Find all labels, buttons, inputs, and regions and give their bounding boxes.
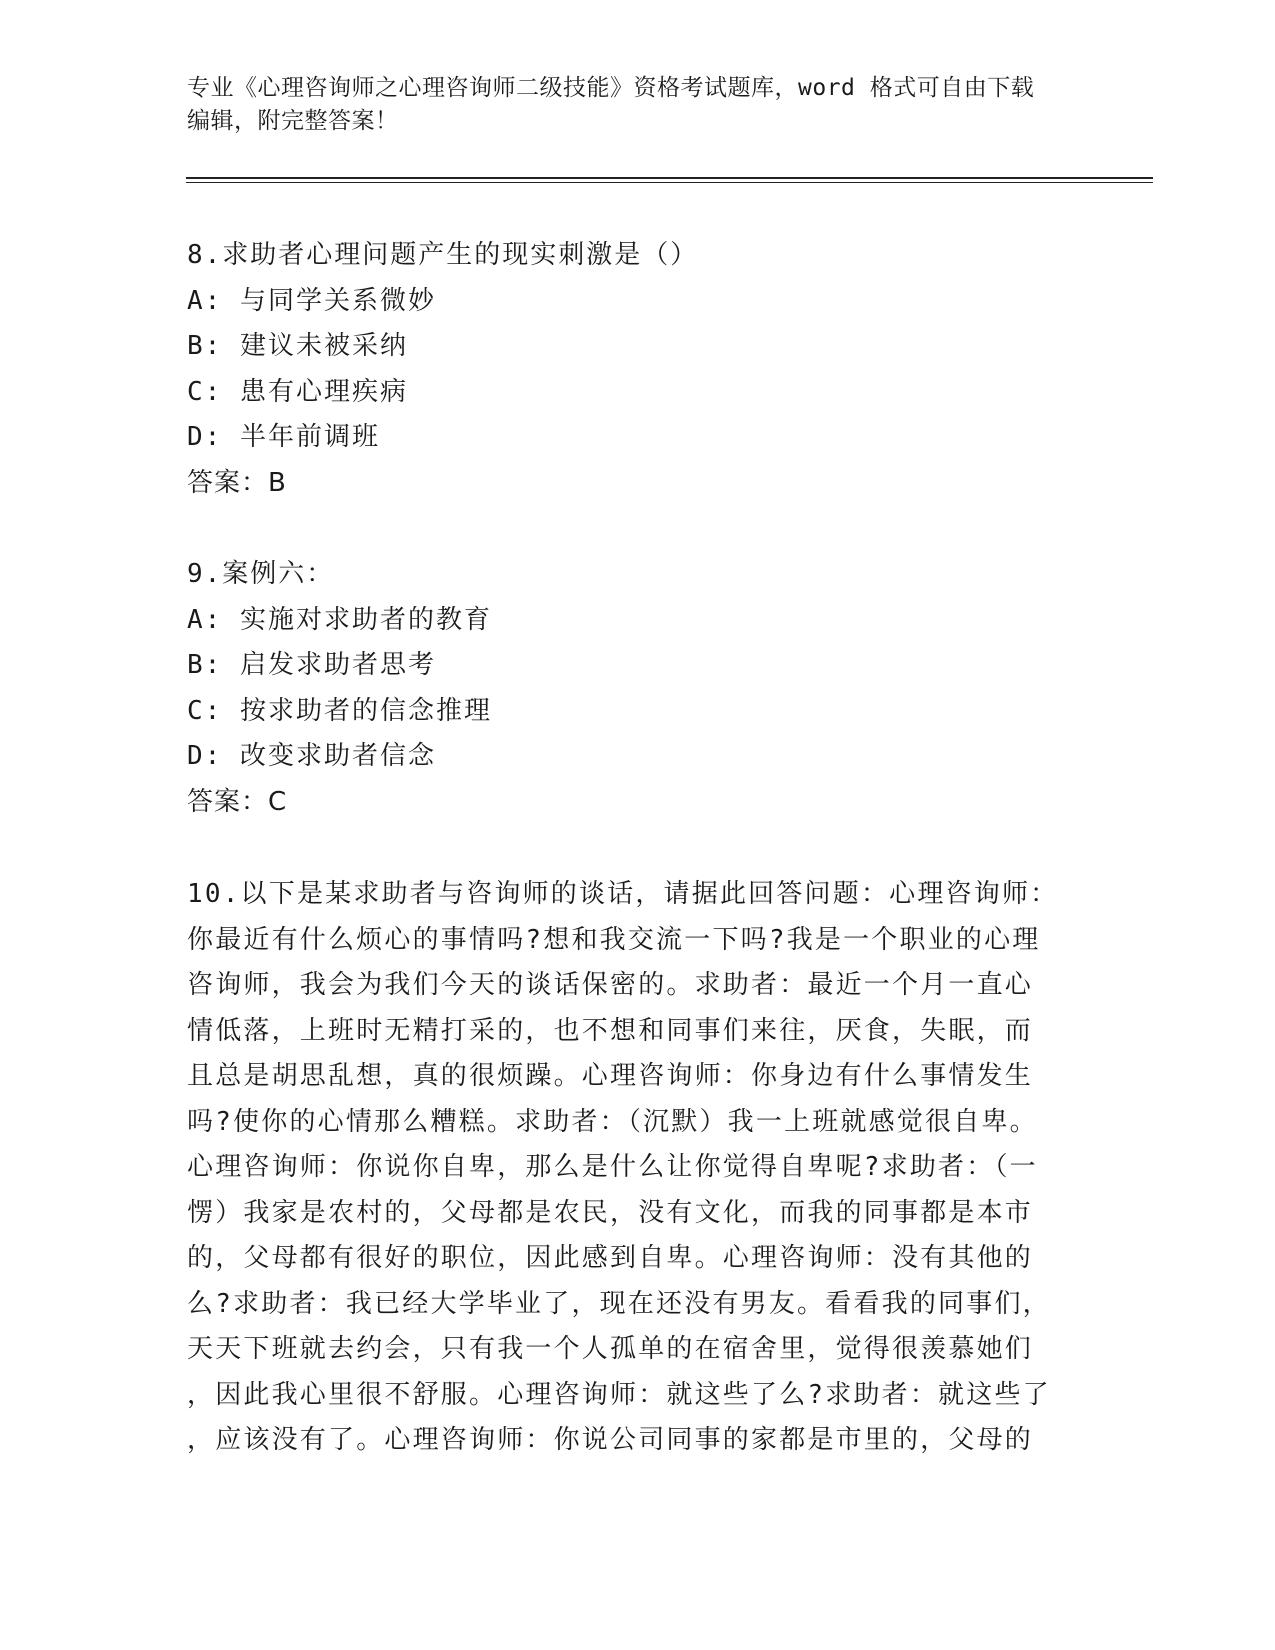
passage-line: 10.以下是某求助者与咨询师的谈话，请据此回答问题：心理咨询师： xyxy=(187,879,1059,909)
option-b: B: 建议未被采纳 xyxy=(187,331,408,361)
question-9 xyxy=(187,552,1087,825)
passage-line: 天天下班就去约会，只有我一个人孤单的在宿舍里，觉得很羡慕她们 xyxy=(187,1334,1034,1364)
passage-line: ，因此我心里很不舒服。心理咨询师：就这些了么?求助者：就这些了 xyxy=(187,1379,1051,1410)
passage-line: ，应该没有了。心理咨询师：你说公司同事的家都是市里的，父母的 xyxy=(187,1425,1034,1455)
passage-line: 咨询师，我会为我们今天的谈话保密的。求助者：最近一个月一直心 xyxy=(187,970,1034,1000)
option-d: D: 改变求助者信念 xyxy=(187,741,436,771)
option-b: B: 启发求助者思考 xyxy=(187,650,436,680)
question-stem: 8.求助者心理问题产生的现实刺激是（） xyxy=(187,240,699,270)
option-c: C: 按求助者的信念推理 xyxy=(187,695,492,726)
passage-line: 你最近有什么烦心的事情吗?想和我交流一下吗?我是一个职业的心理 xyxy=(187,924,1041,955)
passage-line: 么?求助者：我已经大学毕业了，现在还没有男友。看看我的同事们， xyxy=(187,1288,1051,1319)
option-d: D: 半年前调班 xyxy=(187,422,380,452)
passage-line: 心理咨询师：你说你自卑，那么是什么让你觉得自卑呢?求助者：（一 xyxy=(187,1152,1038,1182)
passage-line: 的，父母都有很好的职位，因此感到自卑。心理咨询师：没有其他的 xyxy=(187,1243,1034,1273)
document-header xyxy=(187,72,1087,138)
option-a: A: 实施对求助者的教育 xyxy=(187,604,492,635)
header-divider-thin xyxy=(186,182,1153,183)
header-divider-thick xyxy=(186,177,1153,179)
question-8 xyxy=(187,233,1087,506)
passage-line: 吗?使你的心情那么糟糕。求助者：（沉默）我一上班就感觉很自卑。 xyxy=(187,1106,1038,1137)
answer-line: 答案：B xyxy=(187,467,287,498)
question-10-passage xyxy=(187,872,1087,1464)
passage-line: 且总是胡思乱想，真的很烦躁。心理咨询师：你身边有什么事情发生 xyxy=(187,1061,1034,1091)
option-a: A: 与同学关系微妙 xyxy=(187,285,436,316)
passage-line: 愣）我家是农村的，父母都是农民，没有文化，而我的同事都是本市 xyxy=(187,1197,1034,1228)
passage-line: 情低落，上班时无精打采的，也不想和同事们来往，厌食，失眠，而 xyxy=(187,1015,1034,1046)
header-line-2: 编辑，附完整答案！ xyxy=(187,108,399,134)
header-line-1: 专业《心理咨询师之心理咨询师二级技能》资格考试题库，word 格式可自由下载 xyxy=(187,75,1035,101)
option-c: C: 患有心理疾病 xyxy=(187,376,408,407)
answer-line: 答案：C xyxy=(187,786,288,817)
question-stem: 9.案例六： xyxy=(187,559,335,589)
